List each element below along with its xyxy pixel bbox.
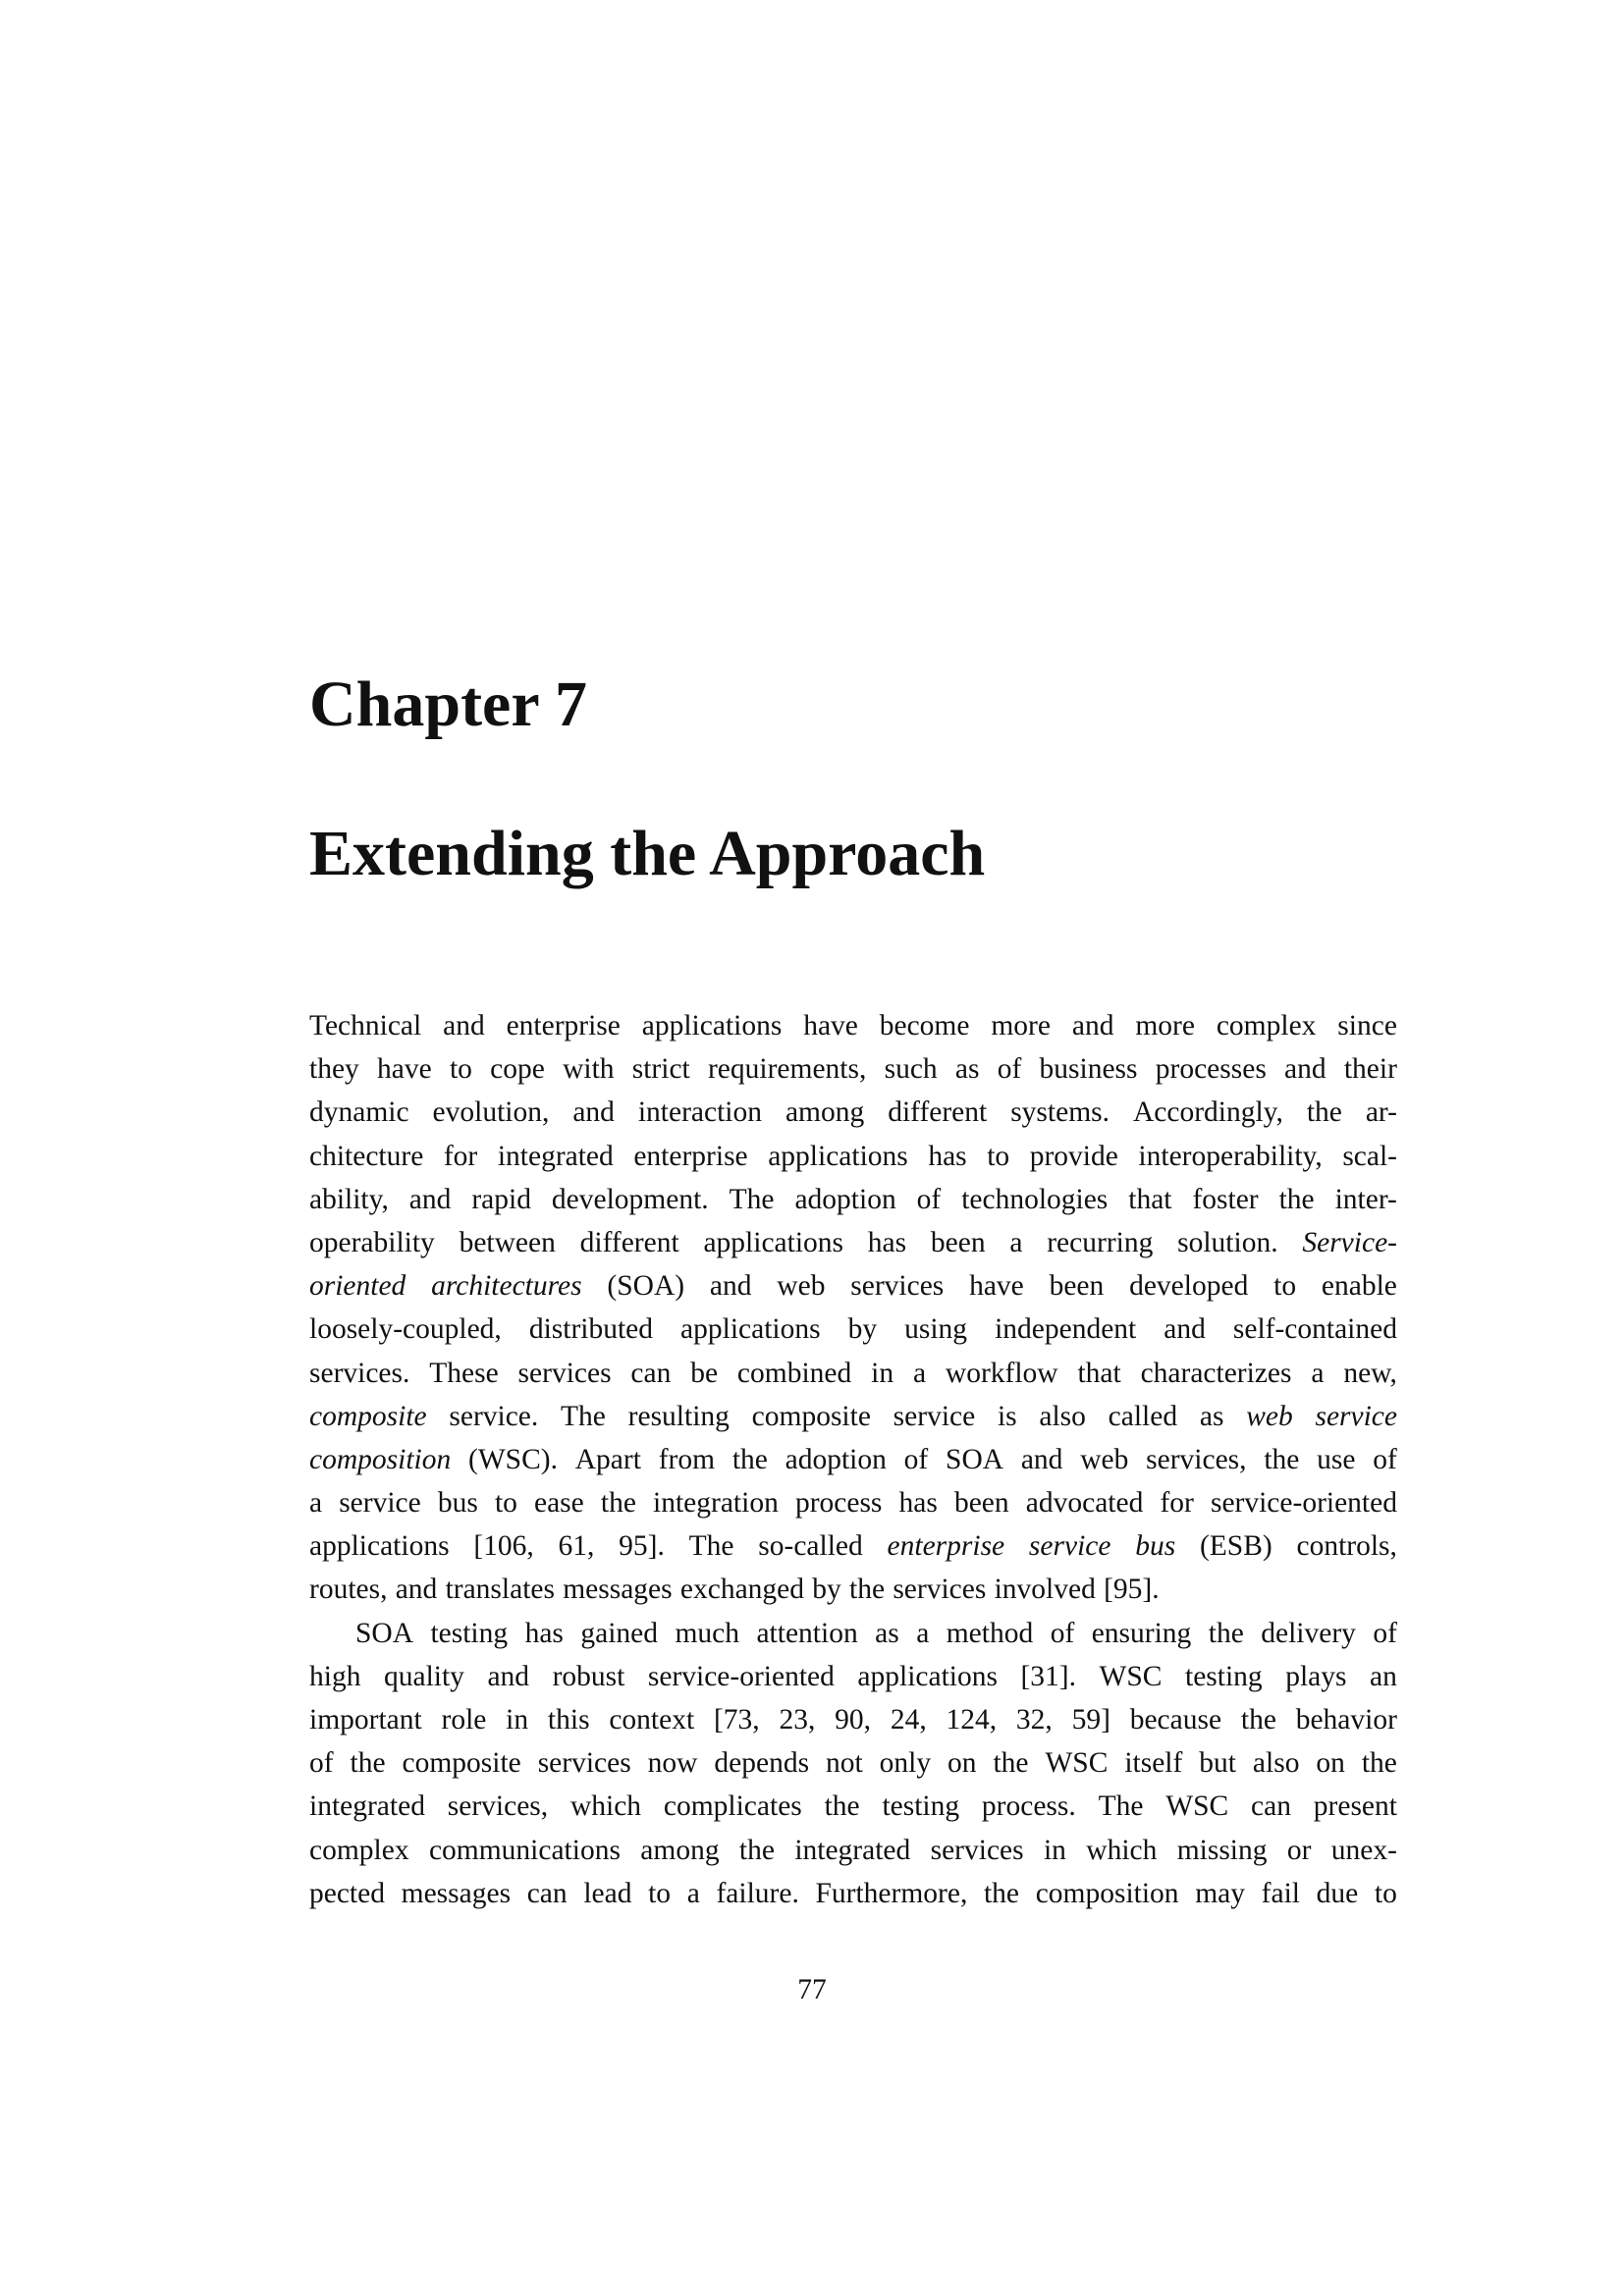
word: web [777, 1270, 826, 1303]
word: called [1108, 1400, 1178, 1432]
word: to [494, 1487, 517, 1520]
word: 24, [890, 1704, 927, 1735]
word: have [377, 1053, 432, 1086]
word: since [1337, 1010, 1397, 1041]
word: technologies [961, 1183, 1109, 1215]
text-line [309, 1178, 1397, 1221]
word: they [309, 1053, 359, 1086]
word: the [824, 1790, 860, 1823]
word: can [630, 1357, 672, 1389]
word: service-oriented [647, 1660, 835, 1692]
word: has [867, 1226, 907, 1258]
word: bus [1135, 1530, 1176, 1563]
word: exchanged [679, 1574, 805, 1606]
word: services, [447, 1790, 549, 1823]
word: combined [736, 1357, 852, 1389]
word: Accordingly, [1132, 1096, 1283, 1129]
word: complex [1216, 1010, 1317, 1041]
word: for [443, 1140, 478, 1172]
word: SOA [355, 1617, 414, 1649]
word: of [997, 1053, 1022, 1086]
word: from [658, 1443, 716, 1475]
chapter-label: Chapter 7 [309, 668, 587, 740]
word: testing [882, 1790, 960, 1823]
word: integrated [497, 1140, 614, 1172]
text-line [309, 1395, 1397, 1438]
word: processes [1155, 1053, 1267, 1086]
word: lead [583, 1877, 632, 1909]
word: ensuring [1091, 1617, 1192, 1649]
word: dynamic [309, 1096, 409, 1129]
word: translates [445, 1574, 555, 1606]
word: may [1195, 1877, 1245, 1909]
word: ar- [1365, 1096, 1397, 1129]
word: also [1039, 1400, 1086, 1432]
word: foster [1192, 1183, 1259, 1215]
word: WSC [1099, 1660, 1163, 1692]
word: present [1313, 1790, 1397, 1823]
word: of [1373, 1617, 1397, 1649]
text-line [309, 1047, 1397, 1091]
word: as [1199, 1400, 1224, 1432]
word: (WSC). [468, 1443, 558, 1475]
word: that [1128, 1183, 1172, 1215]
word: [106, [473, 1530, 534, 1563]
word: an [1370, 1660, 1397, 1692]
word: much [675, 1617, 740, 1649]
word: different [888, 1096, 988, 1129]
word: enterprise [506, 1010, 621, 1041]
word: enable [1321, 1270, 1397, 1303]
word: web [1246, 1400, 1293, 1432]
word: have [803, 1010, 858, 1041]
word: applications [641, 1010, 783, 1041]
word: services [850, 1270, 945, 1303]
word: 32, [1015, 1704, 1053, 1735]
word: scal- [1342, 1140, 1397, 1172]
page-number: 77 [797, 1974, 827, 2005]
word: not [826, 1747, 863, 1780]
word: the [1264, 1443, 1300, 1475]
word: composite [402, 1747, 521, 1780]
word: (SOA) [607, 1270, 685, 1303]
word: web [1080, 1443, 1129, 1475]
word: the [993, 1747, 1029, 1780]
word: high [309, 1660, 361, 1692]
word: adoption [794, 1183, 896, 1215]
word: [73, [713, 1704, 760, 1735]
word: of [903, 1443, 929, 1475]
text-line [309, 1568, 1397, 1611]
word: routes, [309, 1574, 388, 1606]
word: characterizes [1140, 1357, 1292, 1389]
word: service [1028, 1530, 1111, 1563]
word: on [947, 1747, 977, 1780]
word: services. [309, 1357, 410, 1389]
word: to [987, 1140, 1010, 1172]
word: that [1077, 1357, 1121, 1389]
word: so-called [758, 1530, 863, 1563]
word: different [579, 1226, 679, 1258]
word: between [459, 1226, 556, 1258]
word: has [928, 1140, 967, 1172]
word: this [547, 1704, 590, 1735]
word: the [1240, 1704, 1276, 1735]
word: architectures [431, 1270, 582, 1303]
word: has [898, 1487, 938, 1520]
word: 61, [558, 1530, 595, 1563]
word: can [1251, 1790, 1291, 1823]
word: the [983, 1877, 1020, 1909]
word: WSC [1165, 1790, 1229, 1823]
word: a [1009, 1226, 1023, 1258]
word: by [812, 1574, 841, 1606]
word: process. [981, 1790, 1076, 1823]
word: by [847, 1313, 878, 1346]
word: services [537, 1747, 631, 1780]
word: Furthermore, [815, 1877, 968, 1909]
word: process [794, 1487, 883, 1520]
word: depends [714, 1747, 810, 1780]
word: on [1316, 1747, 1345, 1780]
word: only [879, 1747, 932, 1780]
word: been [930, 1226, 986, 1258]
word: to [1374, 1877, 1397, 1909]
text-line [309, 1004, 1397, 1047]
text-line [309, 1655, 1397, 1698]
word: inter- [1334, 1183, 1397, 1215]
word: 124, [946, 1704, 998, 1735]
word: and [487, 1660, 530, 1692]
word: ease [534, 1487, 584, 1520]
word: gained [580, 1617, 659, 1649]
word: also [1252, 1747, 1300, 1780]
word: 95]. [619, 1530, 665, 1563]
text-line [309, 1481, 1397, 1524]
word: resulting [627, 1400, 730, 1432]
word: strict [631, 1053, 690, 1086]
word: evolution, [432, 1096, 550, 1129]
word: integration [653, 1487, 779, 1520]
word: the [731, 1443, 768, 1475]
word: services [930, 1834, 1024, 1866]
word: complicates [663, 1790, 802, 1823]
word: become [879, 1010, 970, 1041]
word: the [350, 1747, 386, 1780]
word: ability, [309, 1183, 389, 1215]
word: and [709, 1270, 752, 1303]
word: The [561, 1400, 606, 1432]
word: attention [756, 1617, 858, 1649]
word: due [1316, 1877, 1359, 1909]
word: a [916, 1617, 930, 1649]
word: SOA [946, 1443, 1004, 1475]
word: composite [751, 1400, 871, 1432]
word: service [1315, 1400, 1397, 1432]
word: for [1160, 1487, 1194, 1520]
word: adoption [785, 1443, 887, 1475]
word: as [954, 1053, 980, 1086]
word: chitecture [309, 1140, 424, 1172]
word: applications [309, 1530, 450, 1563]
text-line [309, 1741, 1397, 1785]
text-line [309, 1785, 1397, 1828]
word: use [1317, 1443, 1356, 1475]
word: and [395, 1574, 438, 1606]
word: services [517, 1357, 612, 1389]
word: with [563, 1053, 615, 1086]
word: solution. [1177, 1226, 1278, 1258]
word: composition [1035, 1877, 1179, 1909]
body-text [309, 1004, 1397, 1915]
word: a [1311, 1357, 1325, 1389]
word: self-contained [1232, 1313, 1397, 1346]
word: now [647, 1747, 698, 1780]
word: itself [1124, 1747, 1183, 1780]
text-line [309, 1135, 1397, 1178]
word: integrated [794, 1834, 911, 1866]
word: more [1135, 1010, 1195, 1041]
word: robust [552, 1660, 625, 1692]
word: service. [449, 1400, 539, 1432]
word: The [1098, 1790, 1144, 1823]
word: and [1164, 1313, 1206, 1346]
word: to [449, 1053, 472, 1086]
word: applications [768, 1140, 908, 1172]
text-line [309, 1221, 1397, 1264]
word: business [1039, 1053, 1138, 1086]
text-line [309, 1524, 1397, 1568]
word: controls, [1296, 1530, 1397, 1563]
text-line [309, 1829, 1397, 1872]
chapter-title: Extending the Approach [309, 818, 986, 889]
word: loosely-coupled, [309, 1313, 502, 1346]
word: The [729, 1183, 775, 1215]
word: bus [437, 1487, 478, 1520]
word: (ESB) [1199, 1530, 1272, 1563]
word: communications [428, 1834, 621, 1866]
word: Service- [1302, 1226, 1397, 1258]
word: been [953, 1487, 1009, 1520]
text-line [309, 1698, 1397, 1741]
word: 59] [1071, 1704, 1110, 1735]
text-line [309, 1264, 1397, 1308]
word: behavior [1295, 1704, 1397, 1735]
word: composite [309, 1400, 427, 1432]
word: applications [680, 1313, 821, 1346]
word: in [871, 1357, 894, 1389]
word: messages [563, 1574, 673, 1606]
word: WSC [1045, 1747, 1109, 1780]
text-line [309, 1352, 1397, 1395]
word: interoperability, [1138, 1140, 1323, 1172]
word: more [991, 1010, 1051, 1041]
word: have [969, 1270, 1024, 1303]
word: among [785, 1096, 865, 1129]
word: a [912, 1357, 927, 1389]
word: quality [383, 1660, 464, 1692]
word: delivery [1261, 1617, 1356, 1649]
word: service-oriented [1210, 1487, 1397, 1520]
word: The [688, 1530, 734, 1563]
word: and [572, 1096, 615, 1129]
word: applications [857, 1660, 998, 1692]
word: their [1343, 1053, 1397, 1086]
word: been [1049, 1270, 1105, 1303]
word: cope [490, 1053, 545, 1086]
word: failure. [716, 1877, 799, 1909]
word: and [443, 1010, 485, 1041]
word: new, [1343, 1357, 1397, 1389]
word: among [640, 1834, 720, 1866]
word: to [648, 1877, 672, 1909]
word: developed [1129, 1270, 1249, 1303]
word: development. [551, 1183, 709, 1215]
word: enterprise [887, 1530, 1005, 1563]
word: workflow [945, 1357, 1058, 1389]
word: oriented [309, 1270, 406, 1303]
word: service [339, 1487, 421, 1520]
word: interaction [637, 1096, 762, 1129]
word: the [1208, 1617, 1244, 1649]
word: 90, [835, 1704, 872, 1735]
word: fail [1261, 1877, 1300, 1909]
word: and [1020, 1443, 1063, 1475]
word: services [893, 1574, 987, 1606]
word: [95]. [1104, 1574, 1160, 1606]
word: integrated [309, 1790, 425, 1823]
word: of [309, 1747, 334, 1780]
word: a [309, 1487, 323, 1520]
word: independent [995, 1313, 1137, 1346]
word: [31]. [1020, 1660, 1077, 1692]
word: plays [1285, 1660, 1347, 1692]
word: requirements, [707, 1053, 867, 1086]
word: and [408, 1183, 452, 1215]
word: composition [309, 1443, 452, 1475]
word: which [1086, 1834, 1158, 1866]
word: service [893, 1400, 976, 1432]
word: in [1043, 1834, 1066, 1866]
word: and [1284, 1053, 1326, 1086]
word: role [441, 1704, 487, 1735]
word: the [738, 1834, 775, 1866]
word: involved [994, 1574, 1096, 1606]
word: or [1286, 1834, 1312, 1866]
word: unex- [1330, 1834, 1397, 1866]
word: recurring [1047, 1226, 1154, 1258]
word: These [429, 1357, 499, 1389]
word: which [569, 1790, 642, 1823]
word: the [1278, 1183, 1315, 1215]
word: provide [1029, 1140, 1118, 1172]
word: the [1306, 1096, 1342, 1129]
word: missing [1176, 1834, 1268, 1866]
word: Technical [309, 1010, 422, 1041]
word: of [916, 1183, 942, 1215]
word: important [309, 1704, 422, 1735]
word: in [506, 1704, 529, 1735]
word: the [1361, 1747, 1397, 1780]
word: because [1129, 1704, 1222, 1735]
word: has [524, 1617, 564, 1649]
word: operability [309, 1226, 435, 1258]
word: of [1050, 1617, 1075, 1649]
text-line [309, 1091, 1397, 1134]
word: context [609, 1704, 695, 1735]
word: the [600, 1487, 636, 1520]
word: but [1199, 1747, 1236, 1780]
text-line [309, 1438, 1397, 1481]
word: 23, [779, 1704, 816, 1735]
word: advocated [1025, 1487, 1144, 1520]
word: pected [309, 1877, 385, 1909]
word: and [1071, 1010, 1114, 1041]
word: messages [401, 1877, 512, 1909]
word: using [904, 1313, 968, 1346]
word: Apart [574, 1443, 641, 1475]
text-line [309, 1612, 1397, 1655]
word: to [1273, 1270, 1297, 1303]
word: of [1373, 1443, 1397, 1475]
word: complex [309, 1834, 409, 1866]
text-line [309, 1308, 1397, 1351]
word: rapid [471, 1183, 531, 1215]
word: enterprise [633, 1140, 748, 1172]
word: as [875, 1617, 899, 1649]
text-line [309, 1872, 1397, 1915]
word: can [526, 1877, 568, 1909]
word: method [946, 1617, 1034, 1649]
word: systems. [1010, 1096, 1110, 1129]
word: services, [1146, 1443, 1247, 1475]
word: be [690, 1357, 719, 1389]
word: is [997, 1400, 1017, 1432]
word: applications [703, 1226, 843, 1258]
word: testing [430, 1617, 509, 1649]
word: a [686, 1877, 700, 1909]
word: the [849, 1574, 886, 1606]
word: testing [1185, 1660, 1263, 1692]
word: distributed [528, 1313, 654, 1346]
word: such [884, 1053, 938, 1086]
